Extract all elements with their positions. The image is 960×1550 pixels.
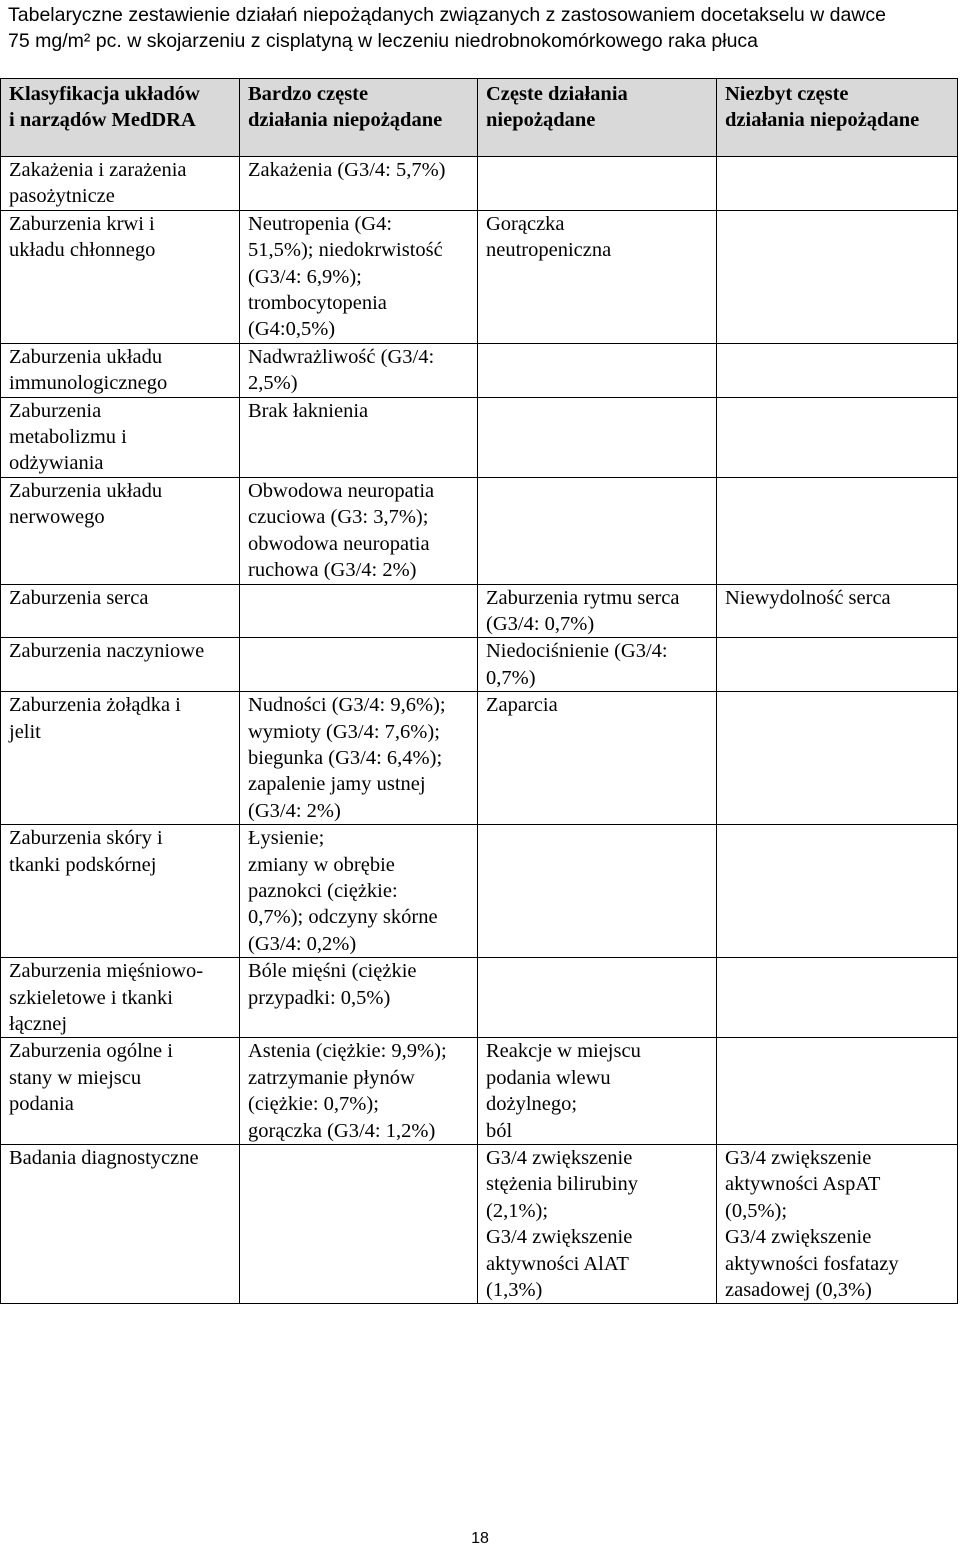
cell-line: podania [9, 1093, 74, 1116]
cell-very-common [240, 210, 478, 343]
cell-very-common [240, 584, 478, 638]
cell-line: neutropeniczna [486, 239, 612, 262]
cell-line: (G4:0,5%) [248, 318, 336, 341]
cell-very-common [240, 825, 478, 958]
cell-very-common [240, 958, 478, 1038]
cell-system-organ-class [1, 584, 240, 638]
cell-line: aktywności fosfatazy [725, 1252, 899, 1275]
cell-line: (G3/4: 0,2%) [248, 932, 357, 955]
table-header-row [1, 79, 958, 157]
header-very-common [240, 79, 478, 157]
cell-line: G3/4 zwiększenie [725, 1147, 872, 1170]
cell-uncommon [717, 343, 958, 397]
cell-line: czuciowa (G3: 3,7%); [248, 506, 429, 529]
cell-common [478, 1145, 717, 1304]
cell-line: zmiany w obrębie [248, 853, 395, 876]
header-line: działania niepożądane [725, 109, 920, 132]
cell-very-common [240, 1145, 478, 1304]
header-line: Częste działania [486, 83, 628, 105]
cell-common [478, 825, 717, 958]
cell-line: wymioty (G3/4: 7,6%); [248, 720, 440, 743]
cell-line: stany w miejscu [9, 1066, 142, 1089]
cell-line: Zaburzenia skóry i [9, 827, 163, 850]
cell-very-common [240, 1038, 478, 1145]
cell-system-organ-class [1, 210, 240, 343]
header-line: Klasyfikacja układów [9, 83, 200, 105]
cell-line: Obwodowa neuropatia [248, 479, 435, 502]
table-row [1, 343, 958, 397]
cell-line: G3/4 zwiększenie [725, 1226, 872, 1249]
cell-very-common [240, 157, 478, 211]
cell-line: trombocytopenia [248, 292, 387, 315]
table-row [1, 692, 958, 825]
cell-uncommon [717, 397, 958, 477]
adverse-reactions-table [0, 78, 958, 1304]
cell-line: Astenia (ciężkie: 9,9%); [248, 1040, 447, 1063]
cell-line: (ciężkie: 0,7%); [248, 1093, 379, 1116]
cell-line: ruchowa (G3/4: 2%) [248, 559, 417, 582]
cell-very-common [240, 343, 478, 397]
cell-line: Zaburzenia układu [9, 345, 163, 368]
cell-line: Brak łaknienia [248, 399, 369, 422]
cell-line: Bóle mięśni (ciężkie [248, 960, 417, 983]
cell-uncommon [717, 210, 958, 343]
cell-line: Zaparcia [486, 694, 558, 717]
cell-line: odżywiania [9, 452, 104, 475]
document-title [8, 2, 956, 54]
cell-line: aktywności AlAT [486, 1252, 629, 1275]
cell-line: układu chłonnego [9, 239, 156, 262]
cell-line: łącznej [9, 1013, 68, 1035]
table-row [1, 397, 958, 477]
cell-line: metabolizmu i [9, 426, 127, 449]
cell-very-common [240, 477, 478, 584]
header-common [478, 79, 717, 157]
cell-line: zasadowej (0,3%) [725, 1279, 872, 1302]
cell-line: (1,3%) [486, 1279, 543, 1302]
cell-line: Zakażenia (G3/4: 5,7%) [248, 159, 446, 181]
table-row [1, 157, 958, 211]
cell-line: Gorączka [486, 212, 565, 235]
cell-line: Zaburzenia ogólne i [9, 1040, 173, 1063]
cell-common [478, 1038, 717, 1145]
cell-line: stężenia bilirubiny [486, 1173, 638, 1196]
cell-uncommon [717, 825, 958, 958]
cell-line: (G3/4: 0,7%) [486, 612, 595, 635]
cell-line: G3/4 zwiększenie [486, 1226, 633, 1249]
header-line: działania niepożądane [248, 109, 443, 132]
cell-common [478, 584, 717, 638]
cell-system-organ-class [1, 157, 240, 211]
header-line: Niezbyt częste [725, 83, 849, 105]
cell-line: zatrzymanie płynów [248, 1066, 415, 1089]
cell-line: (2,1%); [486, 1199, 549, 1222]
cell-line: Neutropenia (G4: [248, 212, 393, 235]
table-row [1, 1038, 958, 1145]
cell-line: Badania diagnostyczne [9, 1147, 199, 1170]
cell-system-organ-class [1, 397, 240, 477]
table-row [1, 638, 958, 692]
cell-line: Zaburzenia mięśniowo- [9, 960, 204, 983]
cell-common [478, 477, 717, 584]
cell-system-organ-class [1, 1145, 240, 1304]
cell-uncommon [717, 157, 958, 211]
cell-system-organ-class [1, 825, 240, 958]
cell-line: paznokci (ciężkie: [248, 879, 398, 902]
cell-line: (G3/4: 2%) [248, 799, 341, 822]
cell-very-common [240, 692, 478, 825]
cell-line: Nadwrażliwość (G3/4: [248, 345, 435, 368]
header-uncommon [717, 79, 958, 157]
table-row [1, 210, 958, 343]
cell-uncommon [717, 692, 958, 825]
cell-line: (G3/4: 6,9%); [248, 265, 362, 288]
title-line: Tabelaryczne zestawienie działań niepożądanych związanych z zastosowaniem docetakselu w dawce [8, 4, 886, 26]
cell-line: ból [486, 1119, 513, 1142]
cell-line: G3/4 zwiększenie [486, 1147, 633, 1170]
header-system-organ-class [1, 79, 240, 157]
cell-system-organ-class [1, 477, 240, 584]
cell-common [478, 210, 717, 343]
cell-line: 0,7%) [486, 666, 536, 689]
cell-very-common [240, 638, 478, 692]
cell-line: 2,5%) [248, 372, 298, 395]
cell-system-organ-class [1, 343, 240, 397]
cell-line: pasożytnicze [9, 185, 115, 208]
cell-line: Niedociśnienie (G3/4: [486, 640, 668, 663]
cell-line: aktywności AspAT [725, 1173, 881, 1196]
cell-line: (0,5%); [725, 1199, 788, 1222]
cell-line: Zakażenia i zarażenia [9, 159, 187, 181]
cell-system-organ-class [1, 692, 240, 825]
cell-common [478, 343, 717, 397]
header-line: niepożądane [486, 109, 596, 132]
table-row [1, 477, 958, 584]
cell-line: przypadki: 0,5%) [248, 986, 391, 1009]
cell-line: Zaburzenia naczyniowe [9, 640, 205, 663]
cell-line: podania wlewu [486, 1066, 611, 1089]
cell-uncommon [717, 584, 958, 638]
table-row [1, 1145, 958, 1304]
cell-line: Niewydolność serca [725, 586, 891, 609]
page-number: 18 [471, 1530, 489, 1547]
cell-common [478, 692, 717, 825]
cell-uncommon [717, 1038, 958, 1145]
cell-line: obwodowa neuropatia [248, 532, 430, 555]
cell-uncommon [717, 638, 958, 692]
cell-line: dożylnego; [486, 1093, 578, 1116]
cell-uncommon [717, 1145, 958, 1304]
table-row [1, 584, 958, 638]
cell-line: Zaburzenia serca [9, 586, 149, 609]
table-row [1, 958, 958, 1038]
cell-system-organ-class [1, 958, 240, 1038]
cell-line: Nudności (G3/4: 9,6%); [248, 694, 446, 717]
cell-line: 51,5%); niedokrwistość [248, 239, 443, 262]
cell-line: immunologicznego [9, 372, 168, 395]
cell-line: 0,7%); odczyny skórne [248, 906, 438, 929]
cell-line: gorączka (G3/4: 1,2%) [248, 1119, 436, 1142]
cell-line: Zaburzenia [9, 399, 102, 422]
cell-line: nerwowego [9, 506, 105, 529]
cell-uncommon [717, 958, 958, 1038]
cell-line: Łysienie; [248, 827, 325, 850]
cell-line: jelit [9, 720, 41, 743]
cell-uncommon [717, 477, 958, 584]
cell-very-common [240, 397, 478, 477]
header-line: Bardzo częste [248, 83, 369, 105]
cell-system-organ-class [1, 638, 240, 692]
cell-common [478, 958, 717, 1038]
cell-line: Zaburzenia układu [9, 479, 163, 502]
cell-line: zapalenie jamy ustnej [248, 773, 426, 796]
cell-line: biegunka (G3/4: 6,4%); [248, 746, 443, 769]
cell-system-organ-class [1, 1038, 240, 1145]
cell-line: Zaburzenia krwi i [9, 212, 155, 235]
cell-common [478, 638, 717, 692]
cell-common [478, 157, 717, 211]
table-row [1, 825, 958, 958]
cell-line: tkanki podskórnej [9, 853, 157, 876]
title-line: 75 mg/m² pc. w skojarzeniu z cisplatyną w leczeniu niedrobnokomórkowego raka płuca [8, 30, 759, 52]
cell-line: Reakcje w miejscu [486, 1040, 641, 1063]
header-line: i narządów MedDRA [9, 109, 196, 132]
cell-common [478, 397, 717, 477]
cell-line: Zaburzenia rytmu serca [486, 586, 680, 609]
cell-line: Zaburzenia żołądka i [9, 694, 181, 717]
table-body [1, 157, 958, 1304]
cell-line: szkieletowe i tkanki [9, 986, 173, 1009]
